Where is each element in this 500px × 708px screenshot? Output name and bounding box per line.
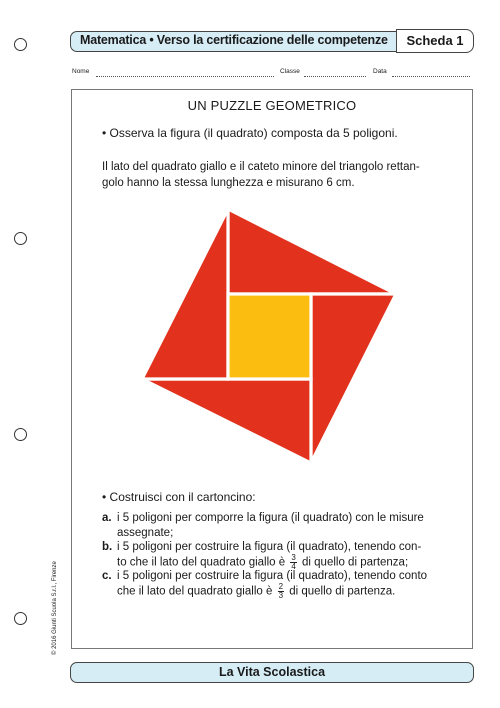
name-label: Nome [72,68,90,75]
footer-brand: La Vita Scolastica [218,665,326,679]
fraction-two-thirds [278,583,284,600]
header-title: Matematica • Verso la certificazione delle competenze [80,33,388,47]
date-label: Data [373,68,387,75]
class-label: Classe [280,68,300,75]
item-a-label: a. [102,512,112,524]
item-a-line-1: i 5 poligoni per comporre la figura (il quadrato) con le misure [117,512,424,524]
description-line-2: golo hanno la stessa lunghezza e misurano 6 cm. [102,177,355,189]
copyright-notice: © 2016 Giunti Scuola S.r.l., Firenze [52,561,58,655]
fraction-denominator: 4 [291,562,296,571]
worksheet-tab-label: Scheda 1 [406,33,464,48]
item-c-line-1: i 5 poligoni per costruire la figura (il quadrato), tenendo conto [117,570,428,582]
worksheet-title: UN PUZZLE GEOMETRICO [187,98,357,113]
item-b-label: b. [102,541,113,553]
puzzle-triangle-right [311,294,396,463]
item-b-line-1: i 5 poligoni per costruire la figura (il quadrato), tenendo con- [117,541,422,553]
puzzle-yellow-square [228,294,311,379]
puzzle-triangle-top [228,209,396,294]
fraction-denominator: 3 [278,591,284,600]
item-c-line-2-end: di quello di partenza. [289,585,396,598]
footer-bar [70,662,474,683]
item-a-line-2: assegnate; [117,527,174,539]
fraction-numerator: 3 [291,553,296,562]
item-c-label: c. [102,570,112,582]
build-instruction: • Costruisci con il cartoncino: [102,490,256,504]
description-line-1: Il lato del quadrato giallo e il cateto minore del triangolo rettan- [102,161,420,173]
item-c-line-2 [117,583,395,600]
item-b-line-2-end: di quello di partenza; [302,556,409,569]
fraction-numerator: 2 [278,582,284,591]
puzzle-triangle-left [142,209,228,379]
item-c-line-2-start: che il lato del quadrato giallo è [117,585,273,598]
intro-instruction: • Osserva la figura (il quadrato) composta da 5 poligoni. [102,126,398,140]
item-b-line-2-start: to che il lato del quadrato giallo è [117,556,286,569]
puzzle-triangle-bottom [142,379,311,463]
